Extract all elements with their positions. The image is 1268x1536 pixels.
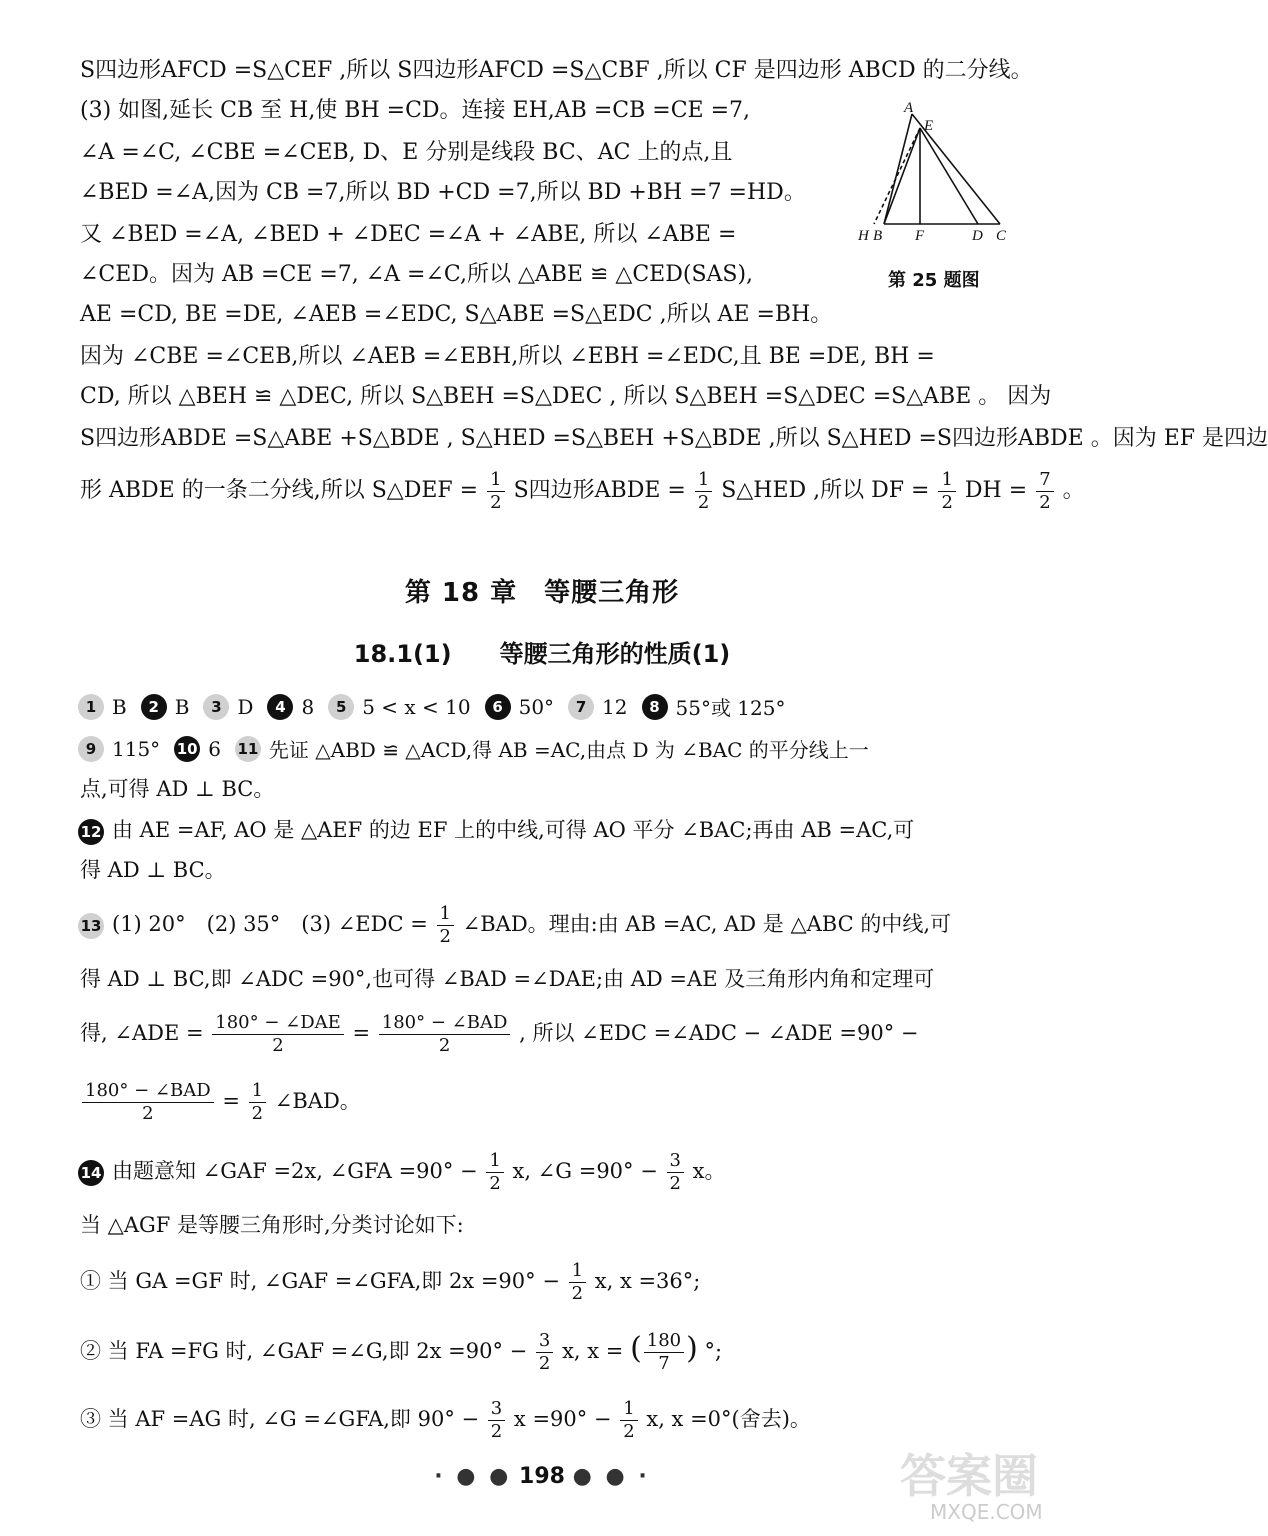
question-number: 1 [78,694,104,720]
text-line: ∠CED。因为 AB =CE =7, ∠A =∠C,所以 △ABE ≌ △CED(SAS), [80,262,754,287]
label-e: E [924,118,934,134]
answer-value: 6 [208,736,221,761]
watermark-site: MXQE.COM [930,1500,1043,1524]
answer-value: B [174,694,190,719]
footer-dots-right: ● ● · [572,1464,650,1489]
text-line: S四边形ABDE =S△ABE +S△BDE , S△HED =S△BEH +S△BDE ,所以 S△HED =S四边形ABDE 。因为 EF 是四边 [80,426,1268,451]
figure-caption: 第 25 题图 [888,270,980,291]
text-line: 因为 ∠CBE =∠CEB,所以 ∠AEB =∠EBH,所以 ∠EBH =∠EDC,且 BE =DE, BH = [80,344,935,369]
question-number: 7 [568,694,594,720]
text-line: 得 AD ⊥ BC。 [80,858,226,882]
label-f: F [915,228,925,244]
answer-row [78,692,799,721]
label-b: B [873,228,883,244]
footer-dots-left: · ● ● [434,1464,512,1489]
fraction: $\frac{1}{2}$ [938,469,955,514]
text-segment: 由题意知 ∠GAF =2x, ∠GFA =90° − [112,1159,478,1183]
answer-item [174,736,221,762]
text-segment: x =90° − [513,1407,612,1431]
fraction: $\frac{3}{2}$ [488,1398,505,1443]
question-number: 13 [78,913,104,939]
text-line: $\frac{\text{180° − ∠BAD}}{2}$ = $\frac{1}{2}$ ∠BAD。 [80,1076,361,1126]
fraction: $\frac{\text{180° − ∠DAE}}{2}$ [212,1012,344,1057]
chapter-title: 第 18 章 等腰三角形 [404,578,680,608]
text-segment: S四边形ABDE = [513,478,686,503]
fraction: $\frac{\text{180° − ∠BAD}}{2}$ [82,1080,214,1125]
text-segment: (1) 20° (2) 35° (3) ∠EDC = [112,912,428,936]
text-line: ∠A =∠C, ∠CBE =∠CEB, D、E 分别是线段 BC、AC 上的点,且 [80,140,733,165]
text-line: AE =CD, BE =DE, ∠AEB =∠EDC, S△ABE =S△EDC ,所以 AE =BH。 [80,302,833,327]
text-segment: ∠BAD。 [274,1089,361,1113]
answer-value: D [237,694,254,719]
text-segment: ① 当 GA =GF 时, ∠GAF =∠GFA,即 2x =90° − [80,1269,560,1293]
question-number: 14 [78,1160,104,1186]
text-segment: x, x =36°; [594,1269,701,1293]
fraction: $\frac{180}{7}$ [644,1330,684,1375]
question-12 [78,815,914,845]
question-number: 10 [174,736,200,762]
text-segment: , 所以 ∠EDC =∠ADC − ∠ADE =90° − [519,1021,919,1045]
page-number: 198 [519,1464,565,1489]
text-line [80,466,1085,516]
answer-item [485,694,554,720]
question-number: 2 [141,694,167,720]
watermark-logo: 答案圈 [900,1449,1038,1503]
section-title: 18.1(1) 等腰三角形的性质(1) [353,640,731,668]
answer-value: 50° [518,694,555,719]
case-3 [80,1394,811,1444]
answer-item [568,694,627,720]
question-13 [78,900,951,948]
fraction: $\frac{1}{2}$ [487,469,504,514]
case-2: ② 当 FA =FG 时, ∠GAF =∠G,即 2x =90° − $\frac{3}{2}$ x, x = ( $\frac{180}{7}$ ) °; [80,1330,723,1374]
question-number: 8 [642,694,668,720]
answer-value: 8 [301,694,315,719]
answer-value: 5 < x < 10 [362,694,471,719]
text-segment: x, x = [562,1339,624,1363]
text-line: 得 AD ⊥ BC,即 ∠ADC =90°,也可得 ∠BAD =∠DAE;由 AD =AE 及三角形内角和定理可 [80,967,935,991]
question-number: 11 [235,736,261,762]
text-segment: 由 AE =AF, AO 是 △AEF 的边 EF 上的中线,可得 AO 平分 ∠BAC;再由 AB =AC,可 [112,818,915,842]
text-segment: 得, ∠ADE = [80,1021,204,1045]
text-segment: x, x =0°(舍去)。 [646,1407,811,1431]
answer-value: 先证 △ABD ≌ △ACD,得 AB =AC,由点 D 为 ∠BAC 的平分线上一 [268,738,869,762]
answer-value: 12 [602,694,628,719]
label-h: H [858,228,869,244]
text-line: 点,可得 AD ⊥ BC。 [80,777,275,801]
fraction: $\frac{3}{2}$ [536,1330,553,1375]
fraction: $\frac{7}{2}$ [1036,469,1053,514]
text-segment: 形 ABDE 的一条二分线,所以 S△DEF = [80,478,479,503]
text-line: 当 △AGF 是等腰三角形时,分类讨论如下: [80,1213,464,1237]
text-segment: S△HED ,所以 DF = [721,478,930,503]
answer-value: 115° [112,736,161,761]
answer-value: 55°或 125° [675,696,786,720]
text-segment: x。 [692,1159,726,1183]
text-line: (3) 如图,延长 CB 至 H,使 BH =CD。连接 EH,AB =CB =CE =7, [80,98,751,123]
fraction: $\frac{1}{2}$ [620,1398,637,1443]
answer-item [235,734,869,763]
label-d: D [972,228,983,244]
answer-item [328,694,470,720]
question-number: 5 [328,694,354,720]
question-14 [78,1146,726,1196]
question-number: 9 [78,736,104,762]
text-segment: x, ∠G =90° − [512,1159,658,1183]
segment-BE [884,128,920,224]
question-number: 4 [267,694,293,720]
text-segment: DH = [964,478,1028,503]
text-line: ∠BED =∠A,因为 CB =7,所以 BD +CD =7,所以 BD +BH =7 =HD。 [80,180,806,205]
answer-item [267,694,314,720]
label-c: C [996,228,1007,244]
answer-value: B [112,694,127,719]
question-number: 3 [203,694,229,720]
question-number: 12 [78,819,104,845]
text-line: 得, ∠ADE = $\frac{\text{180° − ∠DAE}}{2}$ = $\frac{\text{180° − ∠BAD}}{2}$ , 所以 ∠EDC =∠ADC − ∠ADE =90° − [80,1012,919,1056]
answer-item [642,692,786,721]
label-a: A [904,100,914,116]
text-line: CD, 所以 △BEH ≌ △DEC, 所以 S△BEH =S△DEC , 所以 S△BEH =S△DEC =S△ABE 。 因为 [80,384,1052,409]
segment-ED [920,128,978,224]
text-segment: ∠BAD。理由:由 AB =AC, AD 是 △ABC 的中线,可 [462,912,952,936]
fraction: $\frac{1}{2}$ [249,1080,266,1125]
text-segment: 。 [1062,478,1085,503]
answer-item [78,736,160,762]
fraction: $\frac{1}{2}$ [437,903,454,948]
fraction: $\frac{1}{2}$ [695,469,712,514]
geometry-figure [856,100,1016,250]
text-segment: °; [704,1339,723,1363]
text-line: S四边形AFCD =S△CEF ,所以 S四边形AFCD =S△CBF ,所以 CF 是四边形 ABCD 的二分线。 [80,58,1033,83]
question-number: 6 [485,694,511,720]
text-segment: ② 当 FA =FG 时, ∠GAF =∠G,即 2x =90° − [80,1339,528,1363]
fraction: $\frac{3}{2}$ [667,1150,684,1195]
answer-item [78,694,127,720]
text-segment: ③ 当 AF =AG 时, ∠G =∠GFA,即 90° − [80,1407,480,1431]
segment-AB [884,114,912,224]
answer-item [141,694,190,720]
fraction: $\frac{\text{180° − ∠BAD}}{2}$ [379,1012,511,1057]
answer-item [203,694,253,720]
fraction: $\frac{1}{2}$ [486,1150,503,1195]
case-1 [80,1256,700,1306]
fraction: $\frac{1}{2}$ [569,1260,586,1305]
answer-row [78,734,883,763]
text-line: 又 ∠BED =∠A, ∠BED + ∠DEC =∠A + ∠ABE, 所以 ∠ABE = [80,222,737,247]
